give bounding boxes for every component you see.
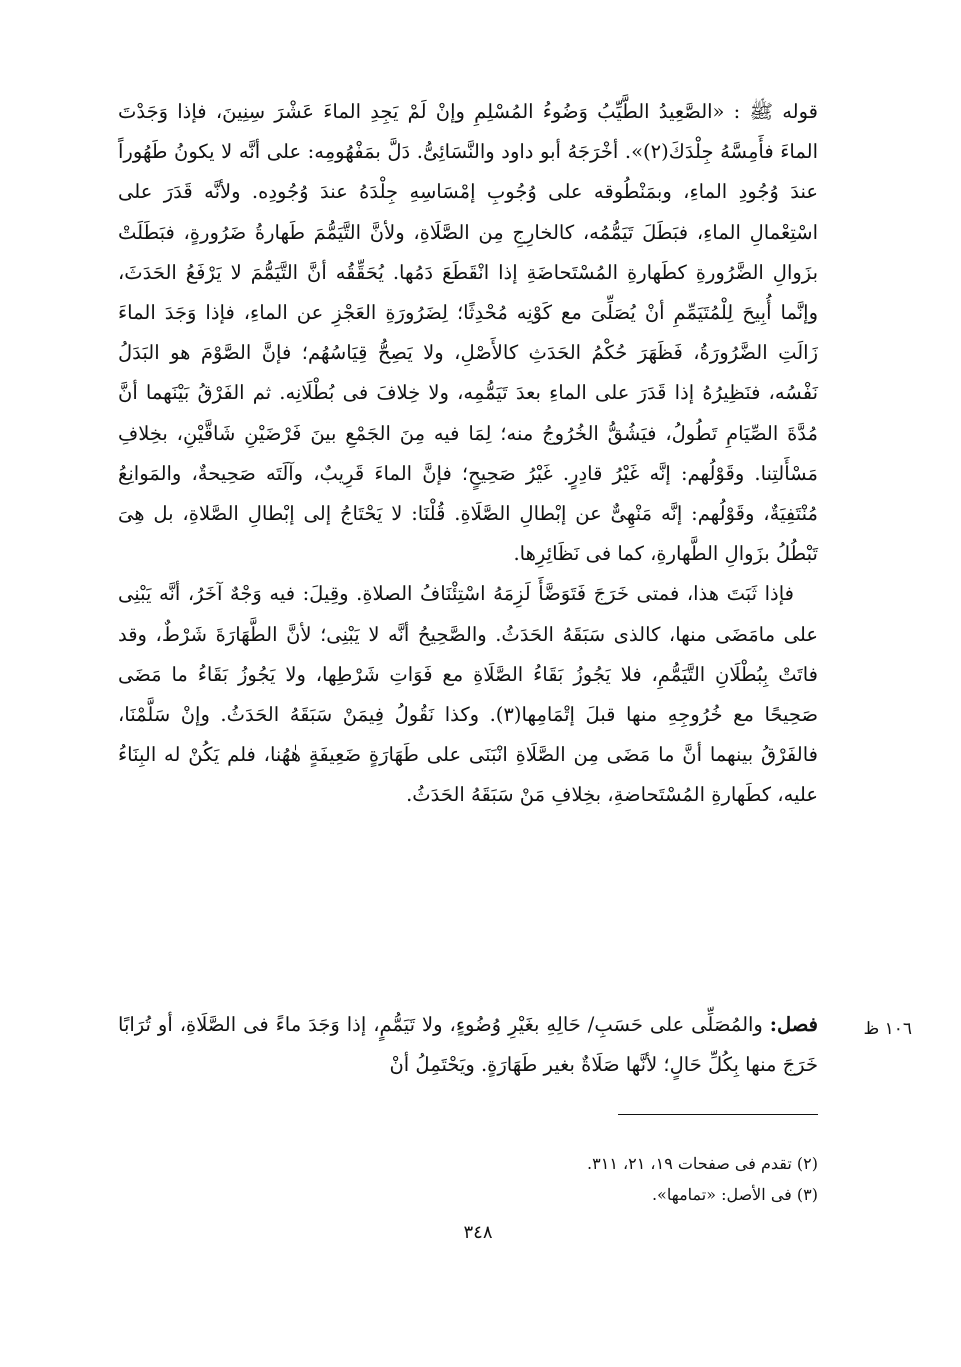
page-number: ٣٤٨ xyxy=(463,1222,493,1243)
main-text-block xyxy=(118,92,818,816)
body-paragraph-2: فإذا ثَبَتَ هذا، فمتى خَرَجَ فَتَوَضَّأَ لَزِمَهُ اسْتِئْنَافُ الصلاةِ. وقِيلَ: فيه وَجْهٌ آخَرُ، أنَّه يَبْنِى على مامَضَى منها، كالذى سَبَقَهُ الحَدَثُ. والصَّحِيحُ أنَّه لا يَبْنِى؛ لأنَّ الطَّهَارَةَ شَرْطٌ، وقد فاتَتْ بِبُطْلَانِ التَّيَمُّمِ، فلا يَجُوزُ بَقَاءُ الصَّلَاةِ مع فَوَاتِ شَرْطِها، ولا يَجُوزُ بَقَاءُ ما مَضَى صَحِيحًا مع خُرُوجِهِ منها قبلَ إتْمَامِها(٣). وكذا نَقُولُ فِيمَنْ سَبَقَهُ الحَدَثُ. وإنْ سَلَّمْنَا، فالفَرْقُ بينهما أنَّ ما مَضَى مِن الصَّلَاةِ انْبَنَى على طَهَارَةٍ ضَعِيفَةٍ هٰهُنا، فلم يَكُنْ له البِنَاءُ عليه، كطَهارةِ المُسْتَحاضةِ، بخِلافِ مَنْ سَبَقَهُ الحَدَثُ. xyxy=(118,582,819,807)
margin-folio-note: ١٠٦ ظ xyxy=(863,1019,912,1039)
footnote-3: (٣) فى الأصل: «تمامها». xyxy=(651,1185,818,1204)
footnote-2: (٢) تقدم فى صفحات ١٩، ٢١، ٣١١. xyxy=(587,1154,818,1173)
body-paragraph-1: قوله ﷺ : «الصَّعِيدُ الطَّيِّبُ وَضُوءُ المُسْلِمِ وإنْ لَمْ يَجِدِ الماءَ عَشْرَ سِنِينَ، فإذا وَجَدْتَ الماءَ فأَمِسَّهُ جِلْدَكَ(٢)». أخْرَجَهُ أبو داود والنَّسَائِىُّ. دَلَّ بمَفْهُومِه: على أنَّه لا يكونُ طَهُوراً عندَ وُجُودِ الماءِ، وبمَنْطُوقه على وُجُوبِ إمْسَاسِهِ جِلْدَهُ عندَ وُجُودِه. ولأنَّه قَدَرَ على اسْتِعْمالِ الماءِ، فبَطَلَ تَيَمُّمُه، كالخارِجِ مِن الصَّلَاةِ، ولأنَّ التَّيَمُّمَ طَهارةُ ضَرُورةٍ، فبَطَلَتْ بزَوالِ الضَّرُورةِ كطَهارةِ المُسْتَحاضَةِ إذا انْقَطَعَ دَمُها. يُحَقِّقُه أنَّ التَّيَمُّمَ لا يَرْفَعُ الحَدَثَ، وإنَّما أُبِيحَ لِلْمُتَيَمِّمِ أنْ يُصَلِّىَ مع كَوْنِه مُحْدِثًا؛ لِضَرُورَةِ العَجْزِ عن الماءِ، فإذا وَجَدَ الماءَ زَالَتِ الضَّرُورَةُ، فَظَهَرَ حُكْمُ الحَدَثِ كالأَصْلِ، ولا يَصِحُّ قِيَاسُهُم؛ فإنَّ الصَّوْمَ هو البَدَلُ نَفْسُه، فنَظِيرُهُ إذا قَدَرَ على الماءِ بعدَ تَيَمُّمِه، ولا خِلافَ فى بُطْلَانِه. ثم الفَرْقُ بَيْنَهما أنَّ مُدَّةَ الصِّيَامِ تَطُولُ، فيَشُقُّ الخُرُوجُ منه؛ لِمَا فيه مِنَ الجَمْعِ بينَ فَرْضَيْنِ شَاقَّيْنِ، بخِلافِ مَسْأَلتِنا. وقَوْلُهم: إنَّه غَيْرُ قادِرٍ. غَيْرُ صَحِيحٍ؛ فإنَّ الماءَ قَرِيبٌ، وآلَتَه صَحِيحةٌ، والمَوانِعُ مُنْتَفِيَةٌ، وقَوْلُهم: إنَّه مَنْهِىٌّ عن إبْطالِ الصَّلَاةِ. قُلْنَا: لا يَحْتَاجُ إلى إبْطالِ الصَّلاةِ، بل هِىَ تَبْطُلُ بزَوالِ الطَّهارةِ، كما فى نَظَائِرِها. xyxy=(118,100,818,566)
fasl-heading: فصل: xyxy=(769,1013,818,1036)
fasl-section xyxy=(118,1005,818,1085)
fasl-text: والمُصَلِّى على حَسَبِ/ حَالِهِ بغَيْرِ وُضُوءٍ، ولا تَيَمُّمٍ، إذا وَجَدَ ماءً فى الصَّلَاةِ، أو تُرَابًا خَرَجَ منها بِكُلِّ حَالٍ؛ لأنَّها صَلَاةٌ بغير طَهَارَةٍ. ويَحْتَمِلُ أنْ xyxy=(118,1013,818,1077)
fasl-paragraph xyxy=(118,1005,818,1085)
footnotes-block xyxy=(418,1148,818,1210)
footnote-divider xyxy=(618,1114,818,1115)
